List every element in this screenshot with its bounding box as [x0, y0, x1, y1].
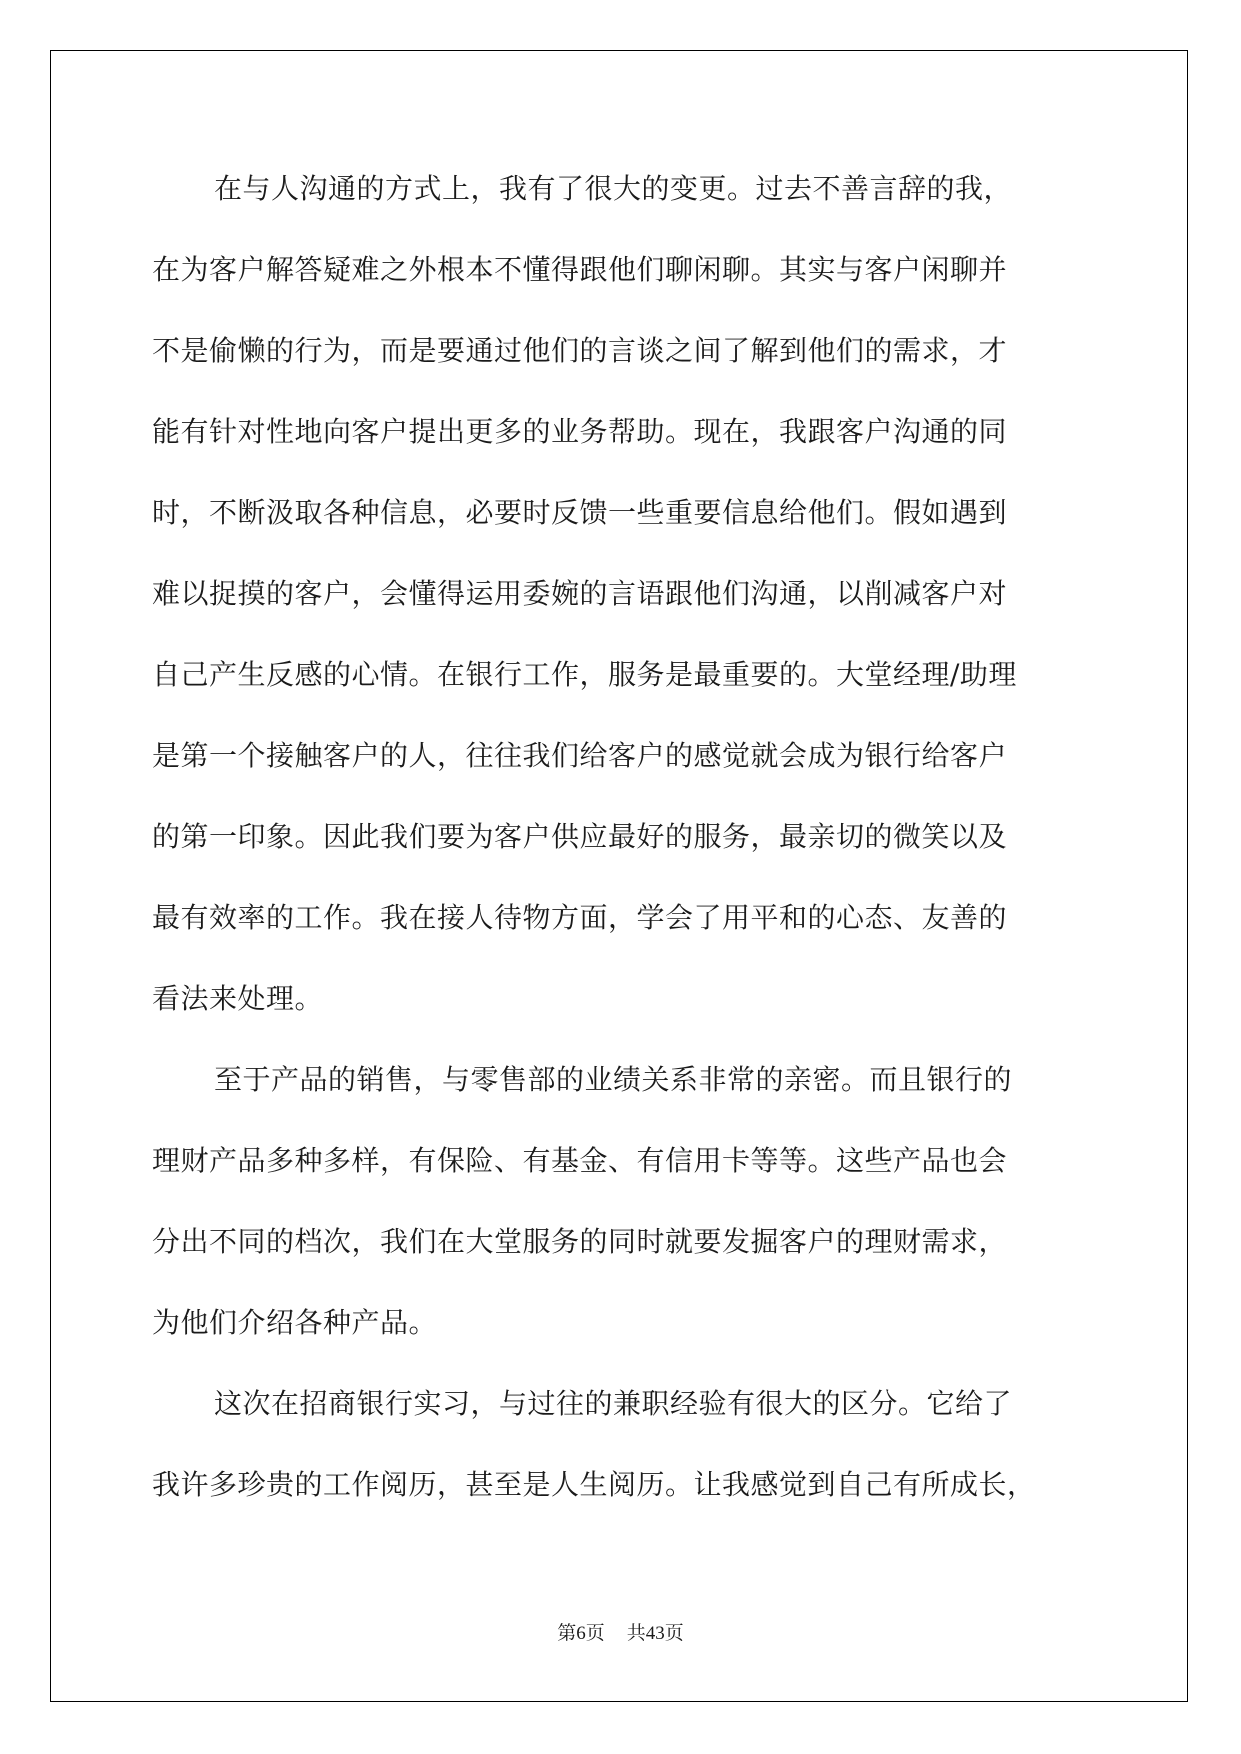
paragraph-line: 时，不断汲取各种信息，必要时反馈一些重要信息给他们。假如遇到 [152, 496, 1008, 529]
page-number: 第6页 [557, 1623, 605, 1644]
paragraph-line: 难以捉摸的客户，会懂得运用委婉的言语跟他们沟通，以削减客户对 [152, 577, 1008, 610]
page-total: 共43页 [626, 1623, 684, 1644]
paragraph-line: 分出不同的档次，我们在大堂服务的同时就要发掘客户的理财需求， [152, 1225, 1008, 1258]
paragraph-line: 理财产品多种多样，有保险、有基金、有信用卡等等。这些产品也会 [152, 1144, 1008, 1177]
paragraph-line: 在与人沟通的方式上，我有了很大的变更。过去不善言辞的我， [214, 172, 1013, 205]
paragraph-line: 在为客户解答疑难之外根本不懂得跟他们聊闲聊。其实与客户闲聊并 [152, 253, 1008, 286]
paragraph-line: 看法来处理。 [152, 982, 324, 1015]
page-footer [0, 1618, 1241, 1645]
paragraph-line: 是第一个接触客户的人，往往我们给客户的感觉就会成为银行给客户 [152, 739, 1008, 772]
paragraph-line: 自己产生反感的心情。在银行工作，服务是最重要的。大堂经理/助理 [152, 658, 1017, 691]
paragraph-line: 最有效率的工作。我在接人待物方面，学会了用平和的心态、友善的 [152, 901, 1008, 934]
document-body [152, 162, 1092, 1539]
paragraph-line: 不是偷懒的行为，而是要通过他们的言谈之间了解到他们的需求，才 [152, 334, 1008, 367]
paragraph-line: 我许多珍贵的工作阅历，甚至是人生阅历。让我感觉到自己有所成长， [152, 1468, 1036, 1501]
paragraph-line: 能有针对性地向客户提出更多的业务帮助。现在，我跟客户沟通的同 [152, 415, 1008, 448]
paragraph-line: 至于产品的销售，与零售部的业绩关系非常的亲密。而且银行的 [214, 1063, 1013, 1096]
paragraph-line: 的第一印象。因此我们要为客户供应最好的服务，最亲切的微笑以及 [152, 820, 1008, 853]
paragraph-line: 为他们介绍各种产品。 [152, 1306, 438, 1339]
paragraph-line: 这次在招商银行实习，与过往的兼职经验有很大的区分。它给了 [214, 1387, 1013, 1420]
